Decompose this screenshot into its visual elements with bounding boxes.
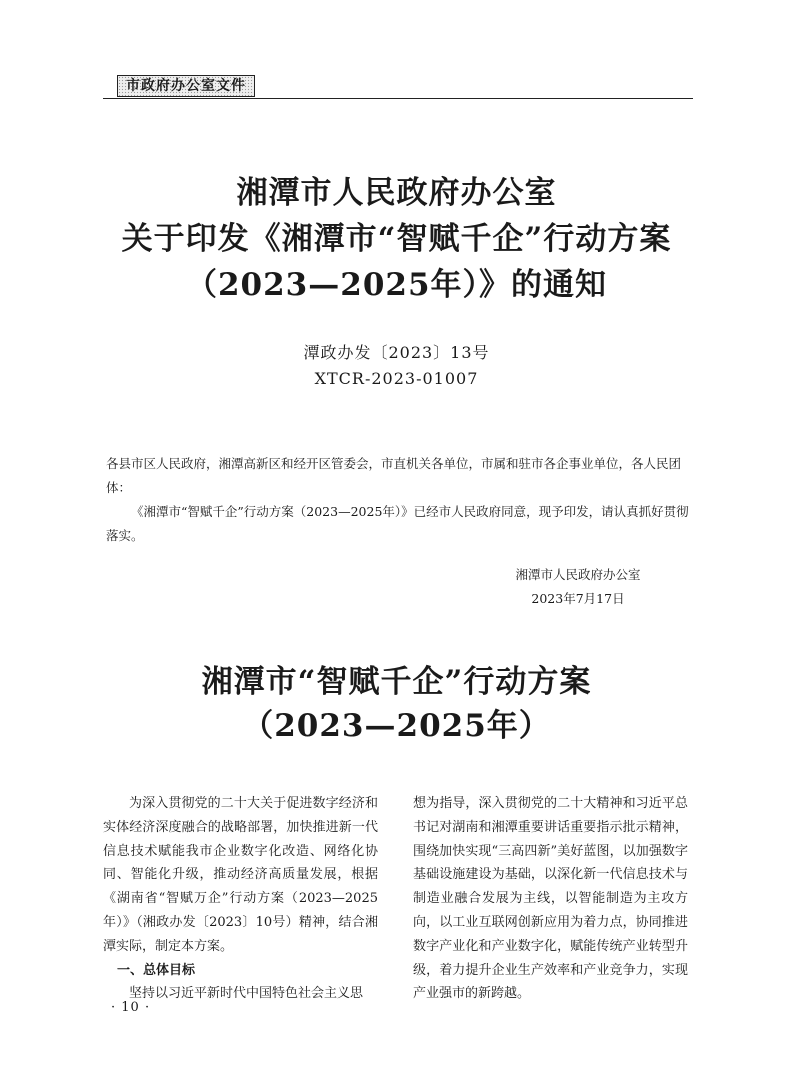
- page-number: · 10 ·: [111, 1000, 151, 1015]
- signature-block: [478, 563, 678, 611]
- plan-title-line: 湘潭市“智赋千企”行动方案: [201, 664, 592, 700]
- plan-title-line: （2023—2025年）: [242, 708, 551, 744]
- intro-paragraph: 为深入贯彻党的二十大关于促进数字经济和实体经济深度融合的战略部署，加快推进新一代信息技术赋能我市企业数字化改造、网络化协同、智能化升级，推动经济高质量发展，根据《湖南省“智赋万企”行动方案（2023—2025年）》（湘政办发〔2023〕10号）精神，结合湘潭实际，制定本方案。: [103, 796, 378, 954]
- section-heading: 一、总体目标: [117, 962, 196, 978]
- doc-number: 潭政办发〔2023〕13号: [303, 343, 490, 362]
- right-column: [413, 792, 688, 1006]
- goal-paragraph-start: 坚持以习近平新时代中国特色社会主义思: [129, 986, 364, 1002]
- notice-body: [106, 452, 692, 548]
- issue-date: 2023年7月17日: [531, 591, 625, 606]
- notice-title-line: 关于印发《湘潭市“智赋千企”行动方案: [121, 221, 672, 257]
- goal-paragraph-continued: 想为指导，深入贯彻党的二十大精神和习近平总书记对湖南和湘潭重要讲话重要指示批示精神，围绕加快实现“三高四新”美好蓝图，以加强数字基础设施建设为基础，以深化新一代信息技术与制造业融合发展为主线，以智能制造为主攻方向，以工业互联网创新应用为着力点，协同推进数字产业化和产业数字化，赋能传统产业转型升级，着力提升企业生产效率和产业竞争力，实现产业强市的新跨越。: [413, 796, 688, 1002]
- addressee: 各县市区人民政府，湘潭高新区和经开区管委会，市直机关各单位，市属和驻市各企事业单位，各人民团体：: [106, 456, 682, 495]
- notice-text: 《湘潭市“智赋千企”行动方案（2023—2025年）》已经市人民政府同意，现予印发，请认真抓好贯彻落实。: [106, 504, 689, 543]
- left-column: [103, 792, 378, 1006]
- plan-title: [0, 660, 793, 748]
- notice-title-line: （2023—2025年）》的通知: [185, 267, 608, 303]
- notice-title: [0, 170, 793, 308]
- header-divider: [103, 98, 693, 99]
- document-identifiers: [0, 340, 793, 392]
- issuer: 湘潭市人民政府办公室: [515, 567, 641, 582]
- section-tag: 市政府办公室文件: [117, 75, 255, 97]
- doc-code: XTCR-2023-01007: [314, 369, 479, 388]
- notice-title-line: 湘潭市人民政府办公室: [236, 175, 557, 211]
